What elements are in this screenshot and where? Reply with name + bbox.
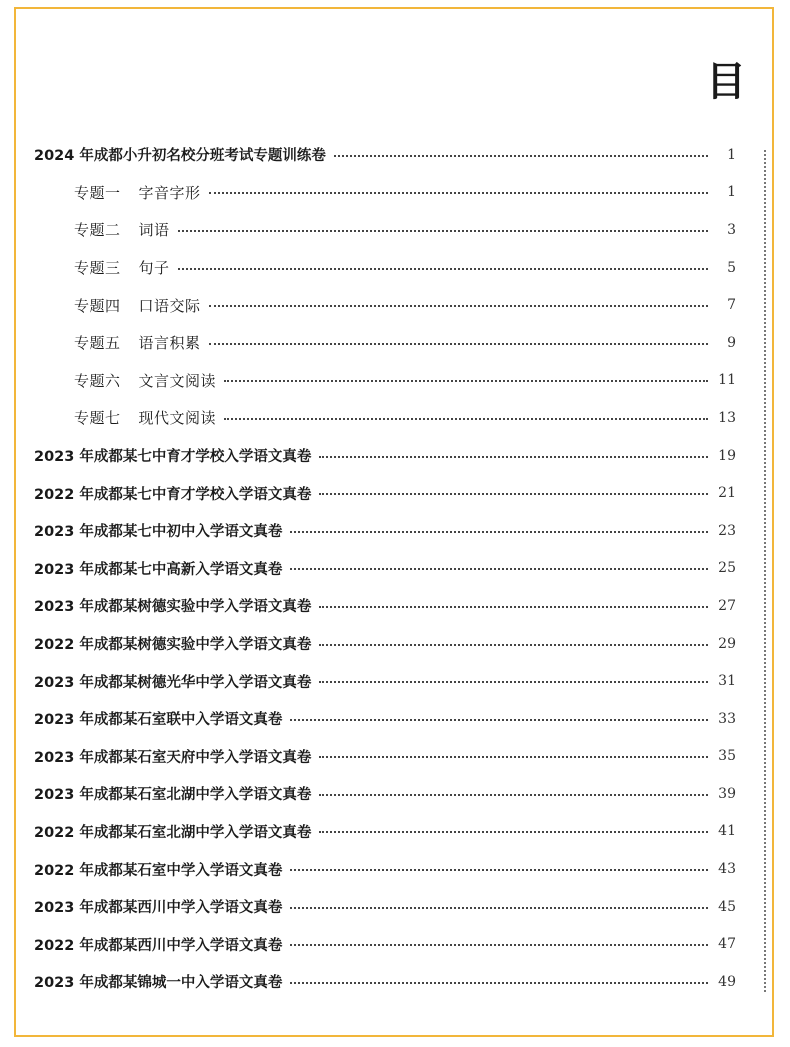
- topic-title: 语言积累: [138, 334, 201, 353]
- toc-entry-title: [74, 370, 216, 391]
- dot-leader: [319, 756, 708, 758]
- toc-subentry[interactable]: [34, 211, 736, 249]
- page-number: 23: [718, 522, 736, 539]
- topic-label: 专题五: [74, 334, 121, 353]
- page-number: 31: [718, 673, 736, 690]
- table-of-contents: [34, 136, 736, 1001]
- page-number: 47: [718, 936, 736, 953]
- topic-label: 专题三: [74, 259, 121, 278]
- toc-subentry[interactable]: [34, 174, 736, 212]
- topic-label: 专题七: [74, 409, 121, 428]
- toc-entry[interactable]: [34, 888, 736, 926]
- page-number: 49: [718, 973, 736, 990]
- toc-entry[interactable]: [34, 925, 736, 963]
- toc-entry-title: [74, 219, 170, 240]
- topic-label: 专题六: [74, 371, 121, 390]
- page-number: 43: [718, 861, 736, 878]
- toc-entry-title: [74, 332, 201, 353]
- page-number: 27: [718, 597, 736, 614]
- toc-entry[interactable]: [34, 136, 736, 174]
- page-number: 35: [718, 748, 736, 765]
- dot-leader: [209, 343, 708, 345]
- dot-leader: [209, 305, 708, 307]
- dot-leader: [290, 869, 708, 871]
- dot-leader: [290, 982, 708, 984]
- toc-entry-title: [74, 295, 201, 316]
- toc-entry-title: 2023 年成都某石室北湖中学入学语文真卷: [34, 787, 312, 804]
- page-number: 19: [718, 447, 736, 464]
- toc-entry[interactable]: [34, 550, 736, 588]
- dot-leader: [319, 644, 708, 646]
- toc-entry-title: 2023 年成都某七中高新入学语文真卷: [34, 561, 283, 578]
- topic-title: 词语: [138, 221, 170, 240]
- page-number: 1: [727, 184, 736, 201]
- toc-entry[interactable]: [34, 963, 736, 1001]
- topic-title: 句子: [138, 259, 170, 278]
- page-number: 25: [718, 560, 736, 577]
- toc-entry[interactable]: [34, 775, 736, 813]
- page-number: 7: [727, 297, 736, 314]
- toc-subentry[interactable]: [34, 399, 736, 437]
- page-number: 13: [718, 409, 736, 426]
- page-number: 33: [718, 710, 736, 727]
- toc-entry[interactable]: [34, 587, 736, 625]
- toc-entry[interactable]: [34, 850, 736, 888]
- toc-entry[interactable]: [34, 625, 736, 663]
- topic-label: 专题一: [74, 183, 121, 202]
- toc-entry-title: 2023 年成都某七中初中入学语文真卷: [34, 524, 283, 541]
- dot-leader: [178, 230, 708, 232]
- dot-leader: [290, 944, 708, 946]
- toc-entry-title: 2022 年成都某树德实验中学入学语文真卷: [34, 637, 312, 654]
- toc-subentry[interactable]: [34, 362, 736, 400]
- toc-entry-title: [74, 407, 216, 428]
- toc-entry-title: 2022 年成都某七中育才学校入学语文真卷: [34, 486, 312, 503]
- toc-entry-title: 2024 年成都小升初名校分班考试专题训练卷: [34, 148, 326, 165]
- page-number: 5: [727, 259, 736, 276]
- toc-subentry[interactable]: [34, 324, 736, 362]
- toc-entry-title: 2023 年成都某树德光华中学入学语文真卷: [34, 674, 312, 691]
- page-number: 39: [718, 785, 736, 802]
- page-number: 3: [727, 221, 736, 238]
- toc-entry[interactable]: [34, 700, 736, 738]
- page-number: 41: [718, 823, 736, 840]
- toc-entry-title: [74, 182, 201, 203]
- dot-leader: [319, 831, 708, 833]
- toc-entry-title: 2023 年成都某石室联中入学语文真卷: [34, 712, 283, 729]
- dotted-side-rule: [764, 150, 766, 992]
- dot-leader: [290, 531, 708, 533]
- toc-entry[interactable]: [34, 738, 736, 776]
- dot-leader: [319, 606, 708, 608]
- toc-entry-title: 2022 年成都某西川中学入学语文真卷: [34, 937, 283, 954]
- page-number: 1: [727, 146, 736, 163]
- page-number: 21: [718, 485, 736, 502]
- topic-label: 专题二: [74, 221, 121, 240]
- dot-leader: [209, 192, 708, 194]
- dot-leader: [319, 456, 708, 458]
- dot-leader: [319, 794, 708, 796]
- page-number: 45: [718, 898, 736, 915]
- toc-entry-title: 2022 年成都某石室中学入学语文真卷: [34, 862, 283, 879]
- toc-entry[interactable]: [34, 512, 736, 550]
- topic-title: 文言文阅读: [138, 371, 217, 390]
- toc-entry[interactable]: [34, 662, 736, 700]
- dot-leader: [290, 907, 708, 909]
- toc-subentry[interactable]: [34, 249, 736, 287]
- topic-title: 现代文阅读: [138, 409, 217, 428]
- toc-entry-title: 2023 年成都某七中育才学校入学语文真卷: [34, 449, 312, 466]
- toc-entry-title: 2023 年成都某西川中学入学语文真卷: [34, 900, 283, 917]
- toc-subentry[interactable]: [34, 286, 736, 324]
- toc-entry-title: [74, 257, 170, 278]
- toc-heading: 目: [706, 58, 746, 105]
- topic-title: 字音字形: [138, 183, 201, 202]
- toc-entry-title: 2023 年成都某石室天府中学入学语文真卷: [34, 749, 312, 766]
- page-number: 29: [718, 635, 736, 652]
- page-number: 9: [727, 334, 736, 351]
- toc-entry[interactable]: [34, 437, 736, 475]
- dot-leader: [290, 719, 708, 721]
- topic-title: 口语交际: [138, 296, 201, 315]
- page-number: 11: [718, 372, 736, 389]
- dot-leader: [224, 418, 708, 420]
- toc-entry-title: 2022 年成都某石室北湖中学入学语文真卷: [34, 824, 312, 841]
- dot-leader: [224, 380, 708, 382]
- dot-leader: [319, 681, 708, 683]
- topic-label: 专题四: [74, 296, 121, 315]
- toc-entry-title: 2023 年成都某树德实验中学入学语文真卷: [34, 599, 312, 616]
- dot-leader: [334, 155, 708, 157]
- dot-leader: [178, 268, 708, 270]
- dot-leader: [290, 568, 708, 570]
- toc-entry[interactable]: [34, 474, 736, 512]
- toc-entry[interactable]: [34, 813, 736, 851]
- dot-leader: [319, 493, 708, 495]
- toc-entry-title: 2023 年成都某锦城一中入学语文真卷: [34, 975, 283, 992]
